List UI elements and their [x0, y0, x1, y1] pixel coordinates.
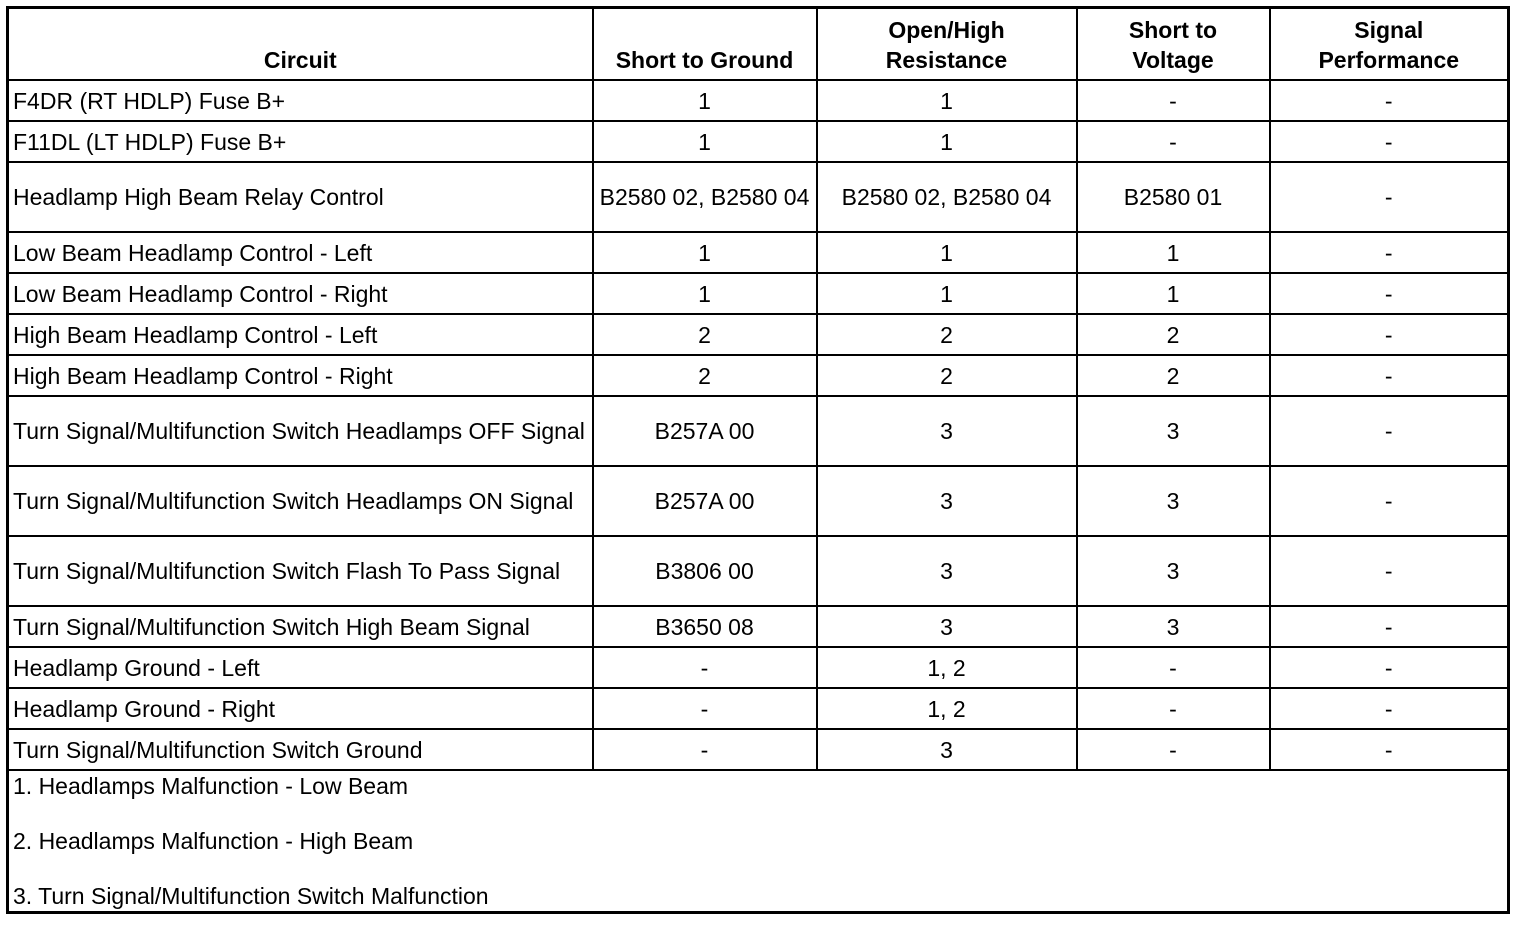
table-row	[8, 355, 1509, 396]
cell-open-high-resistance: 2	[817, 314, 1077, 355]
table-row	[8, 606, 1509, 647]
cell-circuit: Low Beam Headlamp Control - Right	[8, 273, 593, 314]
cell-short-to-ground: B3806 00	[593, 536, 817, 606]
cell-circuit: F11DL (LT HDLP) Fuse B+	[8, 121, 593, 162]
cell-circuit: Turn Signal/Multifunction Switch Ground	[8, 729, 593, 770]
header-open-high-resistance	[817, 8, 1077, 81]
cell-circuit: Headlamp High Beam Relay Control	[8, 162, 593, 232]
cell-short-to-ground: B2580 02, B2580 04	[593, 162, 817, 232]
header-circuit	[8, 8, 593, 81]
header-line: Resistance	[885, 47, 1008, 73]
header-line: Circuit	[263, 47, 337, 73]
table-row	[8, 162, 1509, 232]
cell-signal-performance: -	[1270, 729, 1509, 770]
table-row	[8, 314, 1509, 355]
cell-short-to-ground: 1	[593, 273, 817, 314]
table-row	[8, 688, 1509, 729]
header-row	[8, 8, 1509, 81]
table-row	[8, 121, 1509, 162]
cell-short-to-voltage: -	[1077, 729, 1270, 770]
cell-circuit: Low Beam Headlamp Control - Left	[8, 232, 593, 273]
table-row	[8, 466, 1509, 536]
cell-open-high-resistance: 1	[817, 273, 1077, 314]
cell-short-to-voltage: -	[1077, 121, 1270, 162]
cell-short-to-ground: -	[593, 688, 817, 729]
cell-circuit: Headlamp Ground - Right	[8, 688, 593, 729]
cell-short-to-ground: -	[593, 729, 817, 770]
cell-signal-performance: -	[1270, 162, 1509, 232]
cell-open-high-resistance: 3	[817, 729, 1077, 770]
cell-open-high-resistance: 3	[817, 466, 1077, 536]
cell-open-high-resistance: 1	[817, 232, 1077, 273]
cell-short-to-voltage: 2	[1077, 314, 1270, 355]
cell-short-to-voltage: -	[1077, 80, 1270, 121]
cell-circuit: High Beam Headlamp Control - Right	[8, 355, 593, 396]
cell-circuit: Turn Signal/Multifunction Switch Flash To Pass Signal	[8, 536, 593, 606]
cell-signal-performance: -	[1270, 355, 1509, 396]
cell-short-to-voltage: B2580 01	[1077, 162, 1270, 232]
cell-short-to-ground: 1	[593, 80, 817, 121]
cell-short-to-voltage: -	[1077, 647, 1270, 688]
cell-signal-performance: -	[1270, 647, 1509, 688]
cell-short-to-ground: 2	[593, 314, 817, 355]
cell-short-to-ground: B3650 08	[593, 606, 817, 647]
cell-circuit: Turn Signal/Multifunction Switch Headlamps OFF Signal	[8, 396, 593, 466]
notes-cell	[8, 770, 1509, 913]
table-row	[8, 396, 1509, 466]
cell-open-high-resistance: B2580 02, B2580 04	[817, 162, 1077, 232]
circuit-diagnostic-table	[6, 6, 1510, 914]
cell-short-to-ground: B257A 00	[593, 466, 817, 536]
table-row	[8, 729, 1509, 770]
cell-short-to-voltage: -	[1077, 688, 1270, 729]
cell-short-to-voltage: 1	[1077, 232, 1270, 273]
footnote-1: 1. Headlamps Malfunction - Low Beam	[13, 773, 409, 799]
footnote-3: 3. Turn Signal/Multifunction Switch Malfunction	[13, 883, 489, 909]
cell-short-to-voltage: 3	[1077, 466, 1270, 536]
cell-short-to-voltage: 1	[1077, 273, 1270, 314]
cell-short-to-ground: B257A 00	[593, 396, 817, 466]
header-line: Voltage	[1132, 47, 1214, 73]
header-signal-performance	[1270, 8, 1509, 81]
cell-open-high-resistance: 2	[817, 355, 1077, 396]
cell-circuit: Turn Signal/Multifunction Switch High Beam Signal	[8, 606, 593, 647]
table-body	[8, 80, 1509, 770]
diagnostic-table-frame	[6, 6, 1507, 945]
cell-signal-performance: -	[1270, 466, 1509, 536]
cell-short-to-voltage: 3	[1077, 396, 1270, 466]
cell-open-high-resistance: 3	[817, 606, 1077, 647]
cell-short-to-ground: -	[593, 647, 817, 688]
table-row	[8, 232, 1509, 273]
cell-short-to-voltage: 3	[1077, 606, 1270, 647]
header-short-to-ground	[593, 8, 817, 81]
cell-open-high-resistance: 3	[817, 396, 1077, 466]
cell-signal-performance: -	[1270, 80, 1509, 121]
header-line: Short to	[1128, 17, 1218, 43]
table-row	[8, 647, 1509, 688]
cell-circuit: High Beam Headlamp Control - Left	[8, 314, 593, 355]
cell-short-to-ground: 1	[593, 121, 817, 162]
cell-signal-performance: -	[1270, 688, 1509, 729]
cell-signal-performance: -	[1270, 536, 1509, 606]
header-line: Signal	[1354, 17, 1424, 43]
table-row	[8, 273, 1509, 314]
cell-circuit: Headlamp Ground - Left	[8, 647, 593, 688]
cell-signal-performance: -	[1270, 314, 1509, 355]
table-row	[8, 80, 1509, 121]
footnote-2: 2. Headlamps Malfunction - High Beam	[13, 828, 414, 854]
cell-signal-performance: -	[1270, 606, 1509, 647]
cell-short-to-voltage: 3	[1077, 536, 1270, 606]
notes-row	[8, 770, 1509, 913]
header-short-to-voltage	[1077, 8, 1270, 81]
cell-short-to-ground: 2	[593, 355, 817, 396]
cell-signal-performance: -	[1270, 121, 1509, 162]
cell-signal-performance: -	[1270, 273, 1509, 314]
table-row	[8, 536, 1509, 606]
cell-circuit: F4DR (RT HDLP) Fuse B+	[8, 80, 593, 121]
cell-short-to-voltage: 2	[1077, 355, 1270, 396]
cell-open-high-resistance: 3	[817, 536, 1077, 606]
cell-open-high-resistance: 1, 2	[817, 688, 1077, 729]
cell-open-high-resistance: 1	[817, 80, 1077, 121]
cell-signal-performance: -	[1270, 396, 1509, 466]
cell-circuit: Turn Signal/Multifunction Switch Headlamps ON Signal	[8, 466, 593, 536]
cell-open-high-resistance: 1	[817, 121, 1077, 162]
cell-open-high-resistance: 1, 2	[817, 647, 1077, 688]
header-line: Performance	[1318, 47, 1460, 73]
header-line: Short to Ground	[615, 47, 794, 73]
cell-signal-performance: -	[1270, 232, 1509, 273]
header-line: Open/High	[888, 17, 1005, 43]
cell-short-to-ground: 1	[593, 232, 817, 273]
